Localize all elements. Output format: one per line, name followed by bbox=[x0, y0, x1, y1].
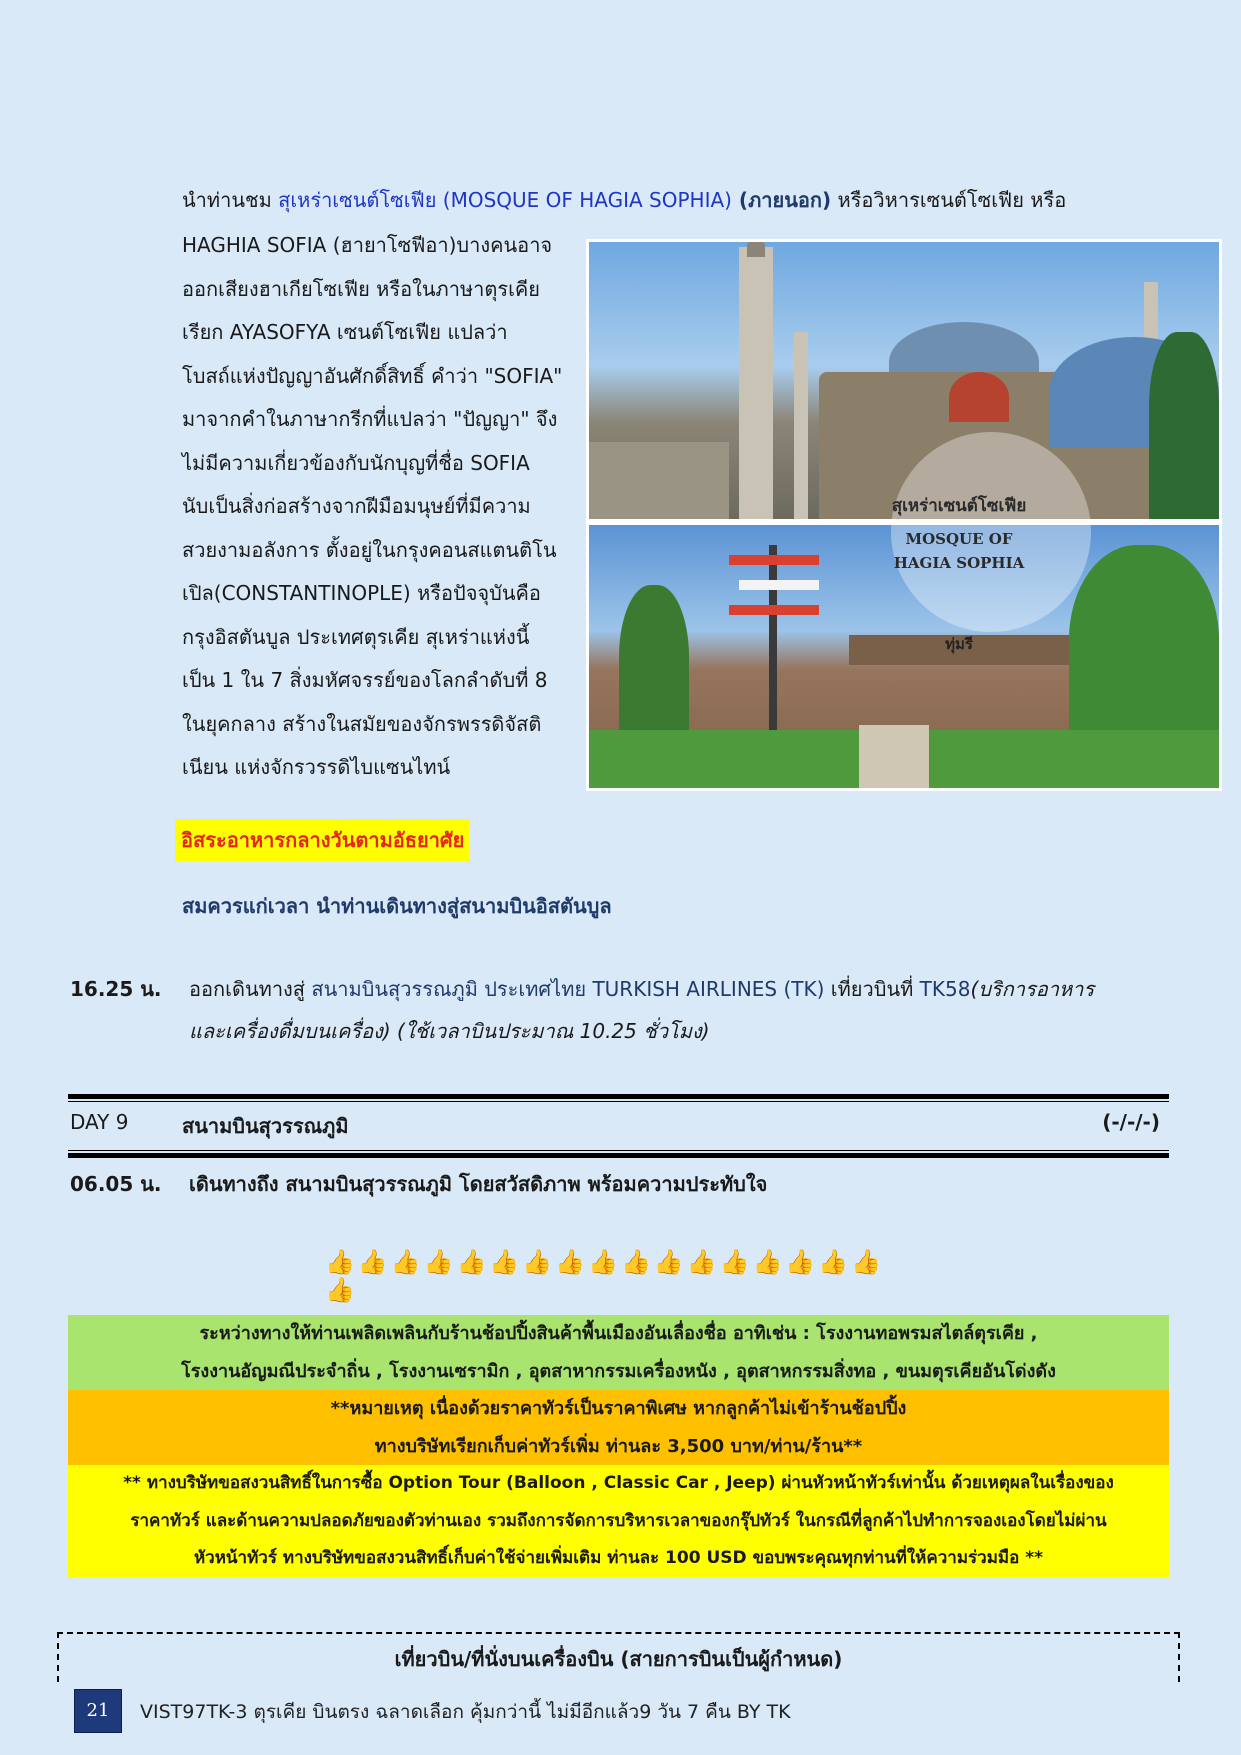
footer-text: VIST97TK-3 ตุรเคีย บินตรง ฉลาดเลือก คุ้มกว่านี้ ไม่มีอีกแล้ว9 วัน 7 คืน BY TK bbox=[140, 1701, 791, 1723]
photo-caption-en1: MOSQUE OF bbox=[905, 530, 1013, 548]
photo-exterior bbox=[589, 242, 1219, 519]
paragraph-line: ไม่มีความเกี่ยวข้องกับนักบุญที่ชื่อ SOFIA bbox=[182, 450, 530, 475]
intro-suffix: หรือวิหารเซนต์โซเฟีย หรือ bbox=[831, 188, 1067, 212]
notice-line: **หมายเหตุ เนื่องด้วยราคาทัวร์เป็นราคาพิเศษ หากลูกค้าไม่เข้าร้านช้อปปิ้ง bbox=[330, 1398, 907, 1419]
notice-line: โรงงานอัญมณีประจำถิ่น , โรงงานเซรามิก , อุตสาหากรรมเครื่องหนัง , อุตสาหกรรมสิ่งทอ , ขนมตุรเคียอันโด่งดัง bbox=[181, 1360, 1056, 1382]
to-airport-line: สมควรแก่เวลา นำท่านเดินทางสู่สนามบินอิสตันบูล bbox=[182, 894, 612, 918]
day-rule-top-thin bbox=[68, 1101, 1169, 1102]
flight-time: 16.25 น. bbox=[70, 977, 162, 1001]
notice-line: ** ทางบริษัทขอสงวนสิทธิ์ในการซื้อ Option Tour (Balloon , Classic Car , Jeep) ผ่านหัวหน้าทัวร์เท่านั้น ด้วยเหตุผลในเรื่องของ bbox=[123, 1473, 1114, 1493]
paragraph-line: HAGHIA SOFIA (ฮายาโซฟีอา)บางคนอาจ bbox=[182, 233, 553, 257]
day-title: สนามบินสุวรรณภูมิ bbox=[182, 1114, 349, 1138]
flight-duration: และเครื่องดื่มบนเครื่อง) (ใช้เวลาบินประมาณ 10.25 ชั่วโมง) bbox=[189, 1019, 710, 1043]
paragraph-line: เป็น 1 ใน 7 สิ่งมหัศจรรย์ของโลกลำดับที่ 8 bbox=[182, 668, 548, 692]
notice-line: ราคาทัวร์ และด้านความปลอดภัยของตัวท่านเอง รวมถึงการจัดการบริหารเวลาของกรุ๊ปทัวร์ ในกรณีที่ลูกค้าไปทำการจองเองโดยไม่ผ่าน bbox=[130, 1510, 1107, 1531]
paragraph-line: นับเป็นสิ่งก่อสร้างจากฝีมือมนุษย์ที่มีความ bbox=[182, 494, 531, 518]
paragraph-line: มาจากคำในภาษากรีกที่แปลว่า "ปัญญา" จึง bbox=[182, 407, 558, 431]
paragraph-line: ออกเสียงฮาเกียโซเฟีย หรือในภาษาตุรเคีย bbox=[182, 276, 541, 301]
flight-number: TK58 bbox=[919, 977, 971, 1001]
surcharge-notice bbox=[68, 1390, 1169, 1465]
day-rule-top-thick bbox=[68, 1094, 1169, 1099]
paragraph-line: เปิล(CONSTANTINOPLE) หรือปัจจุบันคือ bbox=[182, 581, 541, 605]
paragraph-line: เรียก AYASOFYA เซนต์โซเฟีย แปลว่า bbox=[182, 320, 508, 344]
arrival-time: 06.05 น. bbox=[70, 1172, 162, 1196]
intro-line bbox=[182, 180, 1066, 220]
paragraph-line: สวยงามอลังการ ตั้งอยู่ในกรุงคอนสแตนติโน bbox=[182, 537, 557, 562]
photo-caption-en2: HAGIA SOPHIA bbox=[893, 554, 1025, 572]
flight-destination: สนามบินสุวรรณภูมิ ประเทศไทย TURKISH AIRLINES (TK) bbox=[311, 977, 825, 1001]
paragraph-line: กรุงอิสตันบูล ประเทศตุรเคีย สุเหร่าแห่งนี้ bbox=[182, 624, 530, 649]
paragraph-line: โบสถ์แห่งปัญญาอันศักดิ์สิทธิ์ คำว่า "SOFIA" bbox=[182, 363, 563, 388]
day-rule-bottom-thin bbox=[68, 1150, 1169, 1151]
description-paragraph bbox=[182, 224, 582, 790]
day-meals: (-/-/-) bbox=[1102, 1110, 1160, 1134]
intro-prefix: นำท่านชม bbox=[182, 188, 279, 212]
lunch-note: อิสระอาหารกลางวันตามอัธยาศัย bbox=[175, 819, 470, 861]
flight-text-2: เที่ยวบินที่ bbox=[824, 977, 920, 1001]
flight-details bbox=[189, 968, 1169, 1052]
day-rule-bottom-thick bbox=[68, 1153, 1169, 1158]
arrival-text: เดินทางถึง สนามบินสุวรรณภูมิ โดยสวัสดิภาพ พร้อมความประทับใจ bbox=[189, 1172, 768, 1196]
photo-caption-tag: ทุ่มรี bbox=[945, 635, 973, 653]
shopping-notice bbox=[68, 1315, 1169, 1390]
paragraph-line: เนียน แห่งจักรวรรดิไบแซนไทน์ bbox=[182, 755, 451, 779]
thumbs-up-icon: 👍👍👍👍👍👍👍👍👍👍👍👍👍👍👍👍👍👍 bbox=[325, 1248, 885, 1304]
attraction-title: สุเหร่าเซนต์โซเฟีย (MOSQUE OF HAGIA SOPHIA) bbox=[278, 188, 732, 212]
attraction-note: (ภายนอก) bbox=[731, 188, 832, 212]
flight-meal-note: (บริการอาหาร bbox=[970, 977, 1095, 1001]
day-label: DAY 9 bbox=[70, 1110, 129, 1134]
option-tour-notice bbox=[68, 1465, 1169, 1578]
seat-heading: เที่ยวบิน/ที่นั่งบนเครื่องบิน (สายการบินเป็นผู้กำหนด) bbox=[57, 1632, 1180, 1682]
photo-caption-thai: สุเหร่าเซนต์โซเฟีย bbox=[891, 496, 1027, 516]
notice-line: ระหว่างทางให้ท่านเพลิดเพลินกับร้านช้อปปิ้งสินค้าพื้นเมืองอันเลื่องชื่อ อาทิเช่น : โรงงานทอพรมสไตล์ตุรเคีย , bbox=[199, 1323, 1038, 1344]
day-header bbox=[70, 1110, 1160, 1140]
page-number: 21 bbox=[74, 1689, 122, 1733]
notice-line: หัวหน้าทัวร์ ทางบริษัทขอสงวนสิทธิ์เก็บค่าใช้จ่ายเพิ่มเติม ท่านละ 100 USD ขอบพระคุณทุกท่านที่ให้ความร่วมมือ ** bbox=[193, 1548, 1044, 1568]
notice-line: ทางบริษัทเรียกเก็บค่าทัวร์เพิ่ม ท่านละ 3,500 บาท/ท่าน/ร้าน** bbox=[374, 1435, 863, 1457]
paragraph-line: ในยุคกลาง สร้างในสมัยของจักรพรรดิจัสติ bbox=[182, 711, 542, 736]
hagia-sophia-photo bbox=[586, 239, 1222, 791]
flight-text: ออกเดินทางสู่ bbox=[189, 977, 312, 1001]
